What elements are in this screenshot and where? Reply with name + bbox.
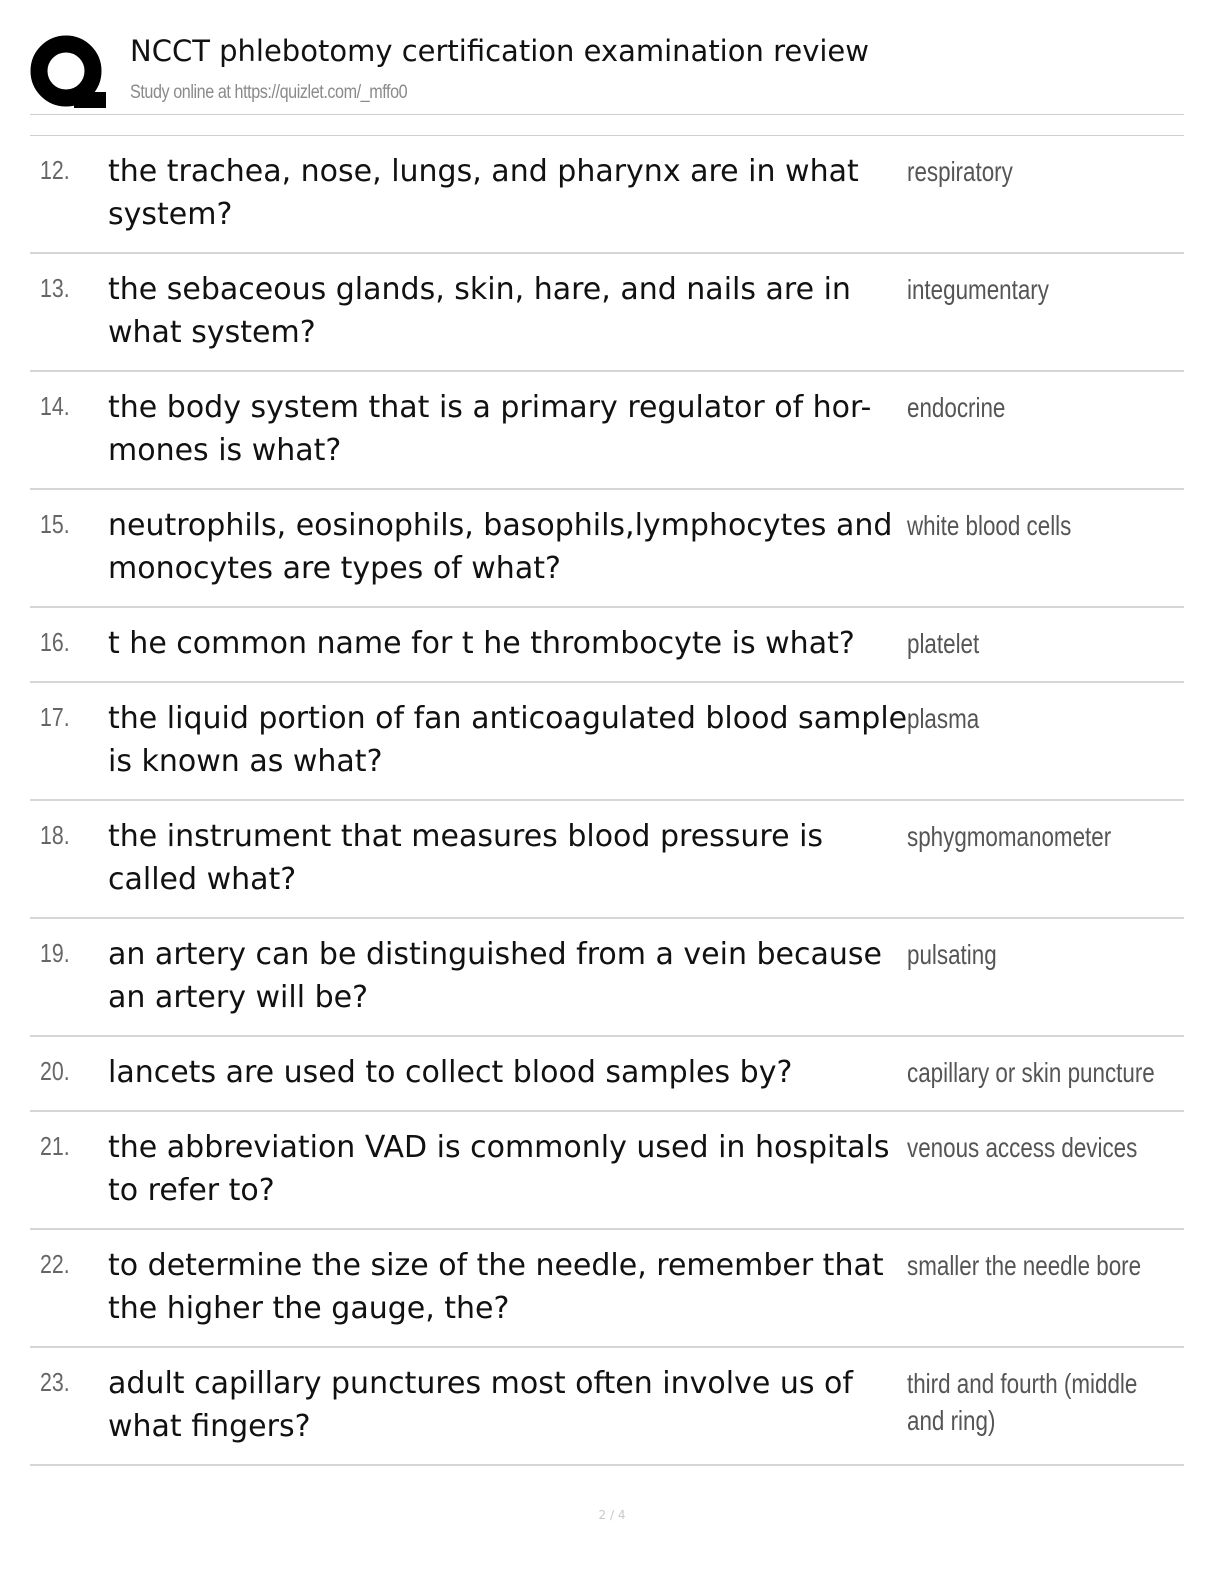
card-definition: pulsating <box>907 939 997 970</box>
flashcard-row <box>30 372 1184 490</box>
flashcard-row <box>30 254 1184 372</box>
card-term: the abbreviation VAD is commonly used in hospitals to refer to? <box>108 1130 890 1208</box>
card-number: 17. <box>40 702 70 732</box>
flashcard-row <box>30 1230 1184 1348</box>
page-header <box>30 28 1184 115</box>
card-term: an artery can be distinguished from a vein because an artery will be? <box>108 937 882 1015</box>
card-number: 21. <box>40 1131 70 1161</box>
flashcard-list <box>30 135 1184 1466</box>
card-definition: venous access devices <box>907 1132 1138 1163</box>
flashcard-row <box>30 490 1184 608</box>
flashcard-row <box>30 801 1184 919</box>
card-term: the instrument that measures blood pressure is called what? <box>108 819 824 897</box>
quizlet-logo-icon <box>30 34 108 112</box>
card-definition: endocrine <box>907 392 1006 423</box>
card-definition: sphygmomanometer <box>907 821 1112 852</box>
card-definition: integumentary <box>907 274 1049 305</box>
card-term: lancets are used to collect blood samples by? <box>108 1055 793 1090</box>
flashcard-row <box>30 1037 1184 1112</box>
flashcard-row <box>30 1112 1184 1230</box>
card-term: t he common name for t he thrombocyte is what? <box>108 626 855 661</box>
card-definition: smaller the needle bore <box>907 1250 1142 1281</box>
card-number: 19. <box>40 938 70 968</box>
page-number: 2 / 4 <box>598 1508 626 1522</box>
card-number: 22. <box>40 1249 70 1279</box>
card-number: 12. <box>40 155 70 185</box>
study-online-link[interactable]: Study online at https://quizlet.com/_mffo0 <box>130 82 408 103</box>
card-term: the trachea, nose, lungs, and pharynx are in what system? <box>108 154 859 232</box>
card-number: 15. <box>40 509 70 539</box>
flashcard-row <box>30 919 1184 1037</box>
card-definition: third and fourth (middle and ring) <box>907 1368 1138 1436</box>
card-term: neutrophils, eosinophils, basophils,lymphocytes and monocytes are types of what? <box>108 508 893 586</box>
card-number: 14. <box>40 391 70 421</box>
card-term: the body system that is a primary regulator of hor- mones is what? <box>108 390 872 468</box>
card-number: 13. <box>40 273 70 303</box>
card-term: the sebaceous glands, skin, hare, and nails are in what system? <box>108 272 851 350</box>
flashcard-row <box>30 683 1184 801</box>
card-number: 20. <box>40 1056 70 1086</box>
flashcard-row <box>30 1348 1184 1466</box>
card-definition: respiratory <box>907 156 1013 187</box>
card-definition: capillary or skin puncture <box>907 1057 1155 1088</box>
flashcard-row <box>30 136 1184 254</box>
card-number: 18. <box>40 820 70 850</box>
card-term: adult capillary punctures most often involve us of what fingers? <box>108 1366 853 1444</box>
flashcard-row <box>30 608 1184 683</box>
card-term: the liquid portion of fan anticoagulated blood sample is known as what? <box>108 701 908 779</box>
card-definition: platelet <box>907 628 980 659</box>
card-definition: white blood cells <box>907 510 1072 541</box>
card-number: 23. <box>40 1367 70 1397</box>
card-term: to determine the size of the needle, remember that the higher the gauge, the? <box>108 1248 884 1326</box>
card-number: 16. <box>40 627 70 657</box>
page-title: NCCT phlebotomy certification examination review <box>130 34 869 68</box>
card-definition: plasma <box>907 703 980 734</box>
